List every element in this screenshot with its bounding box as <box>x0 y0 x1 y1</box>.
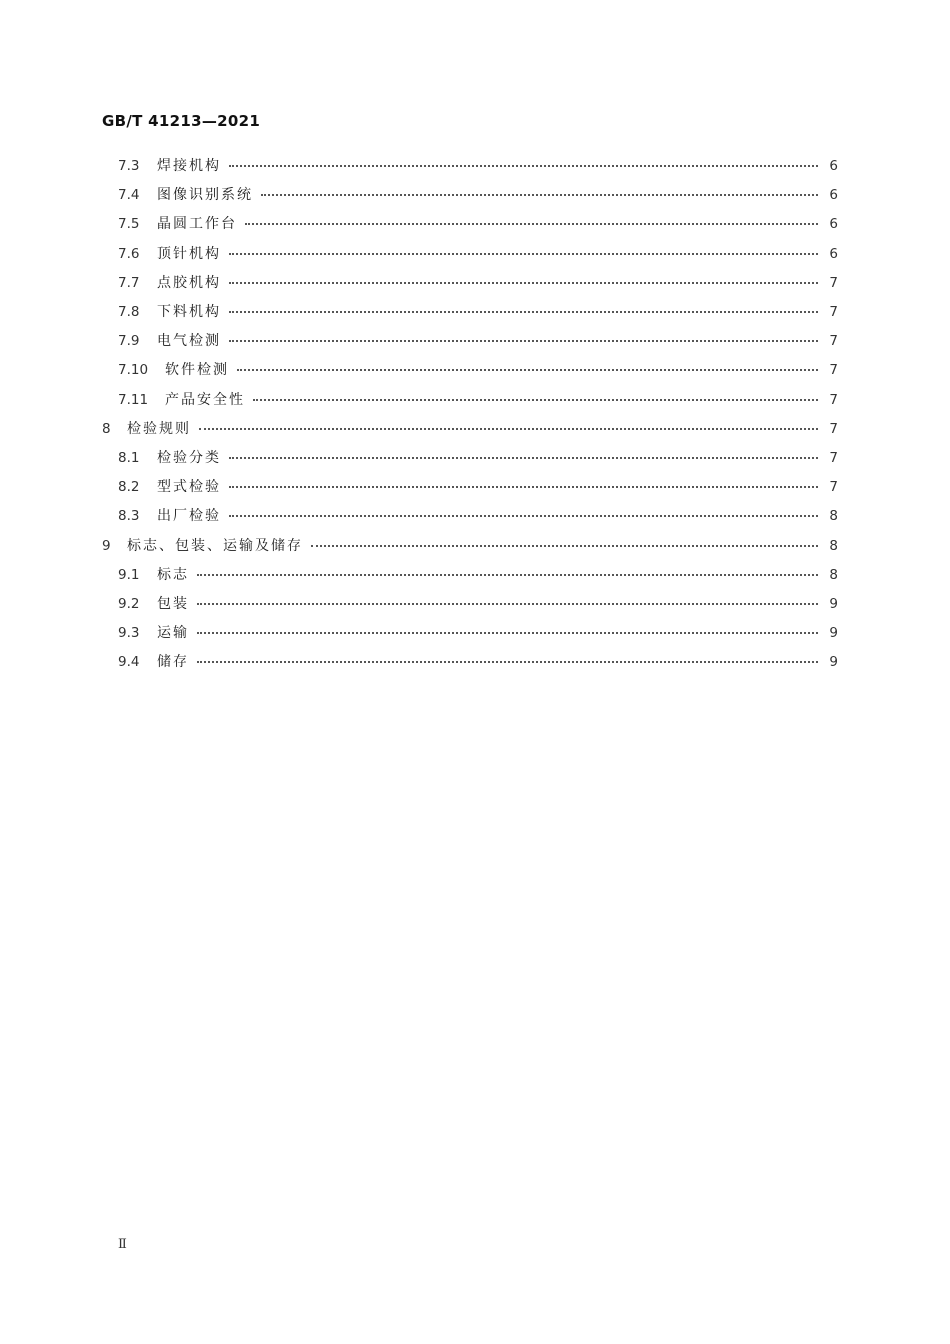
toc-entry[interactable] <box>0 327 950 356</box>
toc-entry-number: 7.9 <box>118 333 140 350</box>
toc-entry-page: 7 <box>829 391 838 408</box>
toc-entry-title: 检验规则 <box>127 420 191 437</box>
toc-dot-leader <box>229 282 818 284</box>
toc-entry-page: 7 <box>829 333 838 350</box>
toc-entry-title: 点胶机构 <box>157 274 221 291</box>
toc-entry-title: 下料机构 <box>157 304 221 320</box>
toc-entry-number: 9.1 <box>118 566 140 583</box>
toc-dot-leader <box>229 340 818 342</box>
toc-entry-page: 6 <box>829 158 838 174</box>
toc-entry[interactable] <box>0 648 950 677</box>
toc-entry-number: 7.5 <box>118 216 140 233</box>
toc-dot-leader <box>261 194 818 196</box>
toc-dot-leader <box>229 311 818 313</box>
toc-entry-title: 储存 <box>157 654 189 671</box>
toc-dot-leader <box>197 603 818 605</box>
toc-entry-title: 出厂检验 <box>157 508 221 525</box>
toc-entry[interactable] <box>0 356 950 385</box>
toc-entry[interactable] <box>0 210 950 239</box>
toc-entry-title: 顶针机构 <box>157 245 221 262</box>
toc-entry-page: 6 <box>829 245 838 262</box>
toc-entry[interactable] <box>0 415 950 444</box>
toc-entry-title: 产品安全性 <box>165 391 245 408</box>
toc-entry-number: 9.3 <box>118 625 140 642</box>
toc-dot-leader <box>229 457 818 459</box>
toc-entry[interactable] <box>0 181 950 210</box>
toc-entry-number: 9.4 <box>118 654 140 671</box>
toc-entry[interactable] <box>0 590 950 619</box>
toc-entry-page: 7 <box>829 420 838 437</box>
toc-entry-number: 8 <box>102 420 111 437</box>
toc-dot-leader <box>197 632 818 634</box>
toc-entry-page: 8 <box>829 566 838 583</box>
toc-entry-title: 包装 <box>157 596 189 612</box>
toc-entry-title: 标志 <box>157 566 189 583</box>
toc-dot-leader <box>253 399 818 401</box>
toc-dot-leader <box>311 545 818 547</box>
toc-entry-number: 7.6 <box>118 245 140 262</box>
toc-entry-number: 9 <box>102 537 111 554</box>
toc-entry-page: 6 <box>829 216 838 233</box>
toc-entry-title: 图像识别系统 <box>157 187 253 204</box>
toc-entry[interactable] <box>0 152 950 181</box>
toc-entry-title: 运输 <box>157 625 189 642</box>
toc-entry[interactable] <box>0 386 950 415</box>
toc-entry-title: 焊接机构 <box>157 158 221 174</box>
toc-entry[interactable] <box>0 240 950 269</box>
toc-entry-title: 电气检测 <box>157 333 221 350</box>
toc-entry-page: 9 <box>829 654 838 671</box>
toc-entry[interactable] <box>0 561 950 590</box>
toc-entry-page: 8 <box>829 508 838 525</box>
toc-entry-number: 8.2 <box>118 479 140 496</box>
toc-dot-leader <box>199 428 818 430</box>
toc-entry-title: 标志、包装、运输及储存 <box>127 537 303 554</box>
toc-dot-leader <box>229 486 818 488</box>
toc-dot-leader <box>237 369 818 371</box>
toc-entry-page: 7 <box>829 274 838 291</box>
toc-dot-leader <box>229 165 818 167</box>
toc-entry-number: 7.11 <box>118 391 149 408</box>
toc-dot-leader <box>245 223 818 225</box>
toc-entry-number: 7.10 <box>118 362 149 379</box>
document-code-header: GB/T 41213—2021 <box>102 112 261 130</box>
toc-entry-number: 7.8 <box>118 304 140 320</box>
toc-entry-number: 7.7 <box>118 274 140 291</box>
toc-entry-title: 软件检测 <box>165 362 229 379</box>
toc-entry[interactable] <box>0 473 950 502</box>
toc-entry-number: 7.3 <box>118 158 140 174</box>
toc-entry[interactable] <box>0 444 950 473</box>
toc-entry-title: 检验分类 <box>157 450 221 466</box>
toc-dot-leader <box>197 661 818 663</box>
toc-entry[interactable] <box>0 298 950 327</box>
toc-entry-title: 晶圆工作台 <box>157 216 237 233</box>
page-number: Ⅱ <box>118 1237 127 1252</box>
toc-entry[interactable] <box>0 269 950 298</box>
toc-dot-leader <box>197 574 818 576</box>
toc-dot-leader <box>229 253 818 255</box>
toc-entry-number: 8.3 <box>118 508 140 525</box>
toc-entry[interactable] <box>0 532 950 561</box>
toc-entry-number: 9.2 <box>118 596 140 612</box>
toc-entry-number: 8.1 <box>118 450 140 466</box>
toc-entry-page: 9 <box>829 596 838 612</box>
toc-entry-title: 型式检验 <box>157 479 221 496</box>
toc-entry-number: 7.4 <box>118 187 140 204</box>
toc-entry[interactable] <box>0 502 950 531</box>
toc-entry-page: 9 <box>829 625 838 642</box>
toc-entry-page: 8 <box>829 537 838 554</box>
toc-entry-page: 6 <box>829 187 838 204</box>
toc-entry[interactable] <box>0 619 950 648</box>
toc-entry-page: 7 <box>829 304 838 320</box>
toc-dot-leader <box>229 515 818 517</box>
toc-entry-page: 7 <box>829 479 838 496</box>
toc-entry-page: 7 <box>829 362 838 379</box>
toc-entry-page: 7 <box>829 450 838 466</box>
